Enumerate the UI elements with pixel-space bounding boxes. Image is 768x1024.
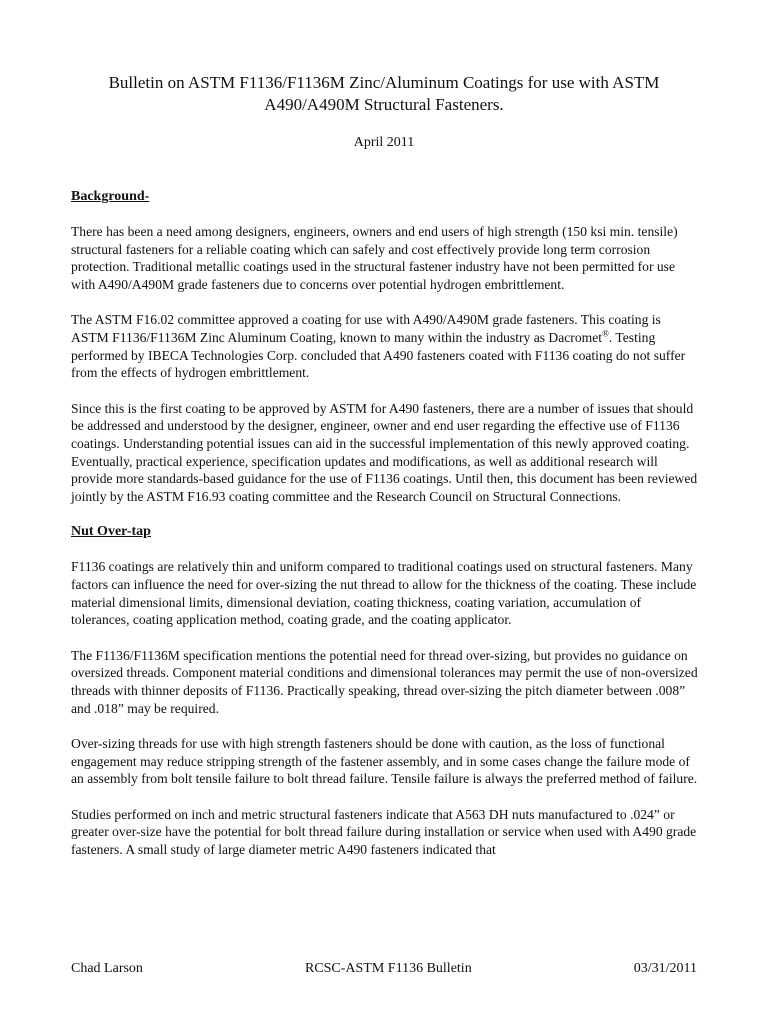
registered-mark: ® — [602, 328, 609, 339]
page-footer — [71, 960, 697, 978]
document-body — [71, 188, 701, 876]
document-title: Bulletin on ASTM F1136/F1136M Zinc/Aluminum Coatings for use with ASTM A490/A490M Structural Fasteners. — [108, 73, 660, 114]
footer-date: 03/31/2011 — [633, 961, 697, 976]
paragraph-nut-overtap-2: The F1136/F1136M specification mentions the potential need for thread over-sizing, but provides no guidance on oversized threads. Component material conditions and dimensional tolerances may permit the use of non-oversized threads with thinner deposits of F1136. Practically speaking, thread over-sizing the pitch diameter between .008” and .018” may be required. — [71, 647, 698, 716]
section-heading-nut-overtap: Nut Over-tap — [71, 524, 151, 540]
paragraph-background-2-text-b: . Testing performed by IBECA Technologies Corp. concluded that A490 fasteners coated with F1136 coating do not suffer from the effects of hydrogen embrittlement. — [71, 330, 686, 381]
document-date: April 2011 — [353, 135, 415, 150]
paragraph-background-2 — [71, 311, 701, 382]
paragraph-background-2-text-a: The ASTM F16.02 committee approved a coating for use with A490/A490M grade fasteners. This coating is ASTM F1136/F1136M Zinc Aluminum Coating, known to many within the industry as Dacromet — [71, 312, 661, 346]
paragraph-nut-overtap-3: Over-sizing threads for use with high strength fasteners should be done with caution, as the loss of functional engagement may reduce stripping strength of the fastener assembly, and in some cases change the failure mode of an assembly from bolt tensile failure to bolt thread failure. Tensile failure is always the preferred method of failure. — [71, 735, 698, 787]
paragraph-background-3: Since this is the first coating to be approved by ASTM for A490 fasteners, there are a number of issues that should be addressed and understood by the designer, engineer, owner and end user regarding the effective use of F1136 coatings. Understanding potential issues can aid in the successful implementation of this newly approved coating. Eventually, practical experience, specification updates and modifications, as well as additional research will provide more standards-based guidance for the use of F1136 coatings. Until then, this document has been reviewed jointly by the ASTM F16.93 coating committee and the Research Council on Structural Connections. — [71, 400, 698, 505]
paragraph-nut-overtap-4: Studies performed on inch and metric structural fasteners indicate that A563 DH nuts manufactured to .024” or greater over-size have the potential for bolt thread failure during installation or service when used with A490 grade fasteners. A small study of large diameter metric A490 fasteners indicated that — [71, 806, 697, 857]
paragraph-nut-overtap-1: F1136 coatings are relatively thin and uniform compared to traditional coatings used on structural fasteners. Many factors can influence the need for over-sizing the nut thread to allow for the thickness of the coating. These include material dimensional limits, dimensional deviation, coating thickness, coating variation, accumulation of tolerances, coating application method, coating grade, and the coating applicator. — [71, 559, 697, 628]
section-heading-background: Background- — [71, 189, 150, 204]
footer-document-name: RCSC-ASTM F1136 Bulletin — [304, 961, 472, 976]
paragraph-background-1: There has been a need among designers, engineers, owners and end users of high strength (150 ksi min. tensile) structural fasteners for a reliable coating which can safely and cost effectively provide long term corrosion protection. Traditional metallic coatings used in the structural fastener industry have not been permitted for use with A490/A490M grade fasteners due to concerns over potential hydrogen embrittlement. — [71, 224, 678, 293]
footer-author: Chad Larson — [71, 961, 143, 976]
